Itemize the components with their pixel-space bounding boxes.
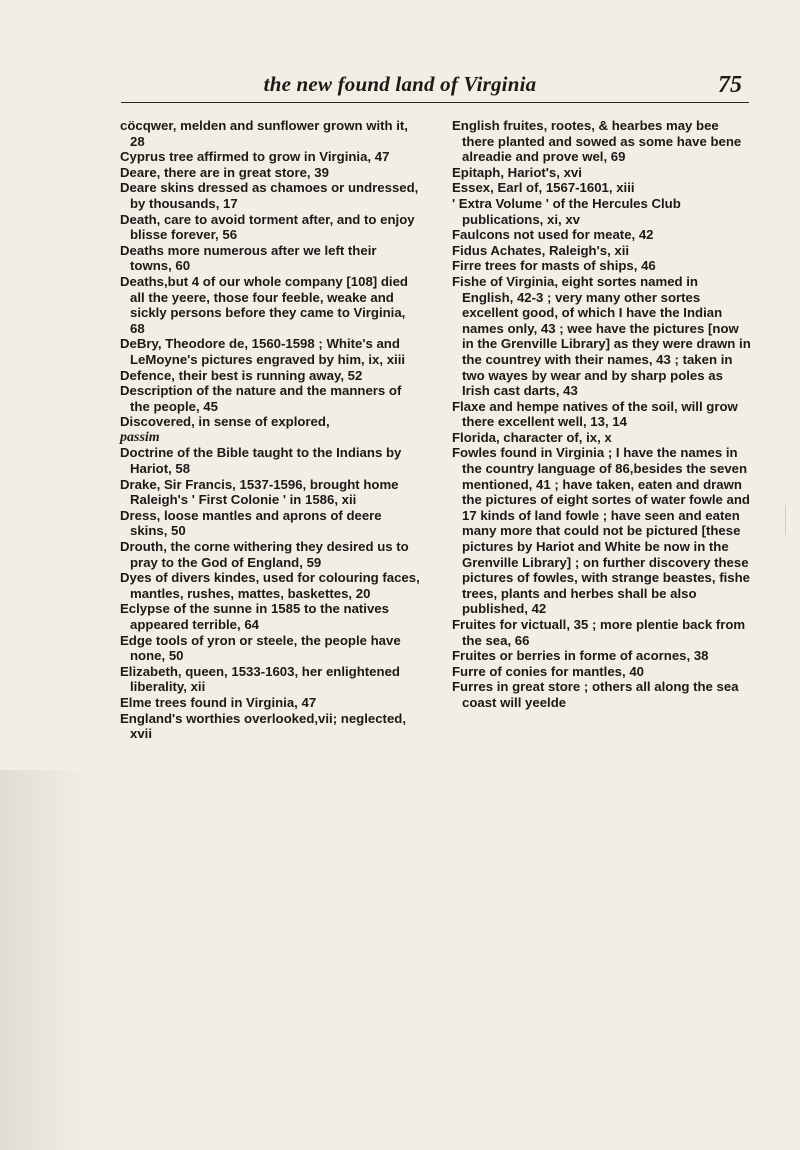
index-entry: English fruites, rootes, & hearbes may bee there planted and sowed as some have bene alreadie and prove wel, 69 bbox=[452, 118, 742, 165]
index-entry: Furres in great store ; others all along the sea coast will yeelde bbox=[452, 679, 739, 710]
index-entry: Description of the nature and the manners of the people, 45 bbox=[120, 383, 402, 414]
index-entry: Edge tools of yron or steele, the people have none, 50 bbox=[120, 632, 401, 664]
index-entry: Fruites or berries in forme of acornes, 38 bbox=[452, 648, 709, 664]
index-entry: Fruites for victuall, 35 ; more plentie back from the sea, 66 bbox=[452, 617, 746, 648]
index-entry: Flaxe and hempe natives of the soil, will grow there excellent well, 13, 14 bbox=[452, 398, 738, 430]
page-number: 75 bbox=[718, 72, 742, 98]
index-entry: Fidus Achates, Raleigh's, xii bbox=[452, 242, 630, 258]
index-entry: Discovered, in sense of explored, bbox=[120, 414, 330, 430]
index-entry: Firre trees for masts of ships, 46 bbox=[452, 258, 656, 274]
page-stain bbox=[0, 770, 90, 1150]
index-entry: cöcqwer, melden and sunflower grown with it, 28 bbox=[120, 118, 408, 149]
index-entry: Deaths,but 4 of our whole company [108] died all the yeere, those four feeble, weake and sickly persons before they came to Virginia, 68 bbox=[120, 273, 408, 336]
index-entry: Essex, Earl of, 1567-1601, xiii bbox=[452, 180, 635, 196]
index-entry: Furre of conies for mantles, 40 bbox=[452, 663, 645, 679]
running-head: the new found land of Virginia bbox=[263, 72, 537, 96]
index-entry: Death, care to avoid torment after, and to enjoy blisse forever, 56 bbox=[120, 211, 415, 243]
index-entry: Fowles found in Virginia ; I have the names in the country language of 86,besides the seven mentioned, 41 ; have taken, eaten and drawn the pictures of eight sortes of water fowle and 17 kinds of land fowle ; have seen and eaten many more that could not be pictured [these pictures by Hariot and White be now in the Grenville Library] ; on further discovery these pictures of fowles, with strange beastes, fishe trees, plants and herbes shall be also published, 42 bbox=[452, 445, 751, 617]
index-entry: Doctrine of the Bible taught to the Indians by Hariot, 58 bbox=[120, 445, 402, 477]
index-entry: Cyprus tree affirmed to grow in Virginia, 47 bbox=[120, 149, 390, 165]
index-entry: Deare, there are in great store, 39 bbox=[120, 164, 329, 180]
index-entry: DeBry, Theodore de, 1560-1598 ; White's and LeMoyne's pictures engraved by him, ix, xiii bbox=[120, 336, 406, 367]
index-entry: Deaths more numerous after we left their towns, 60 bbox=[120, 242, 377, 274]
index-entry: Elizabeth, queen, 1533-1603, her enlightened liberality, xii bbox=[120, 663, 400, 695]
index-entry: Drake, Sir Francis, 1537-1596, brought home Raleigh's ' First Colonie ' in 1586, xii bbox=[120, 476, 399, 508]
index-entry: Dyes of divers kindes, used for colouring faces, mantles, rushes, mattes, baskettes, 20 bbox=[120, 570, 420, 601]
index-entry: Fishe of Virginia, eight sortes named in English, 42-3 ; very many other sortes excellent good, of which I have the Indian names only, 43 ; wee have the pictures [now in the Grenville Library] as they were drawn in the countrey with their names, 43 ; taken in two wayes by wear and by sharp poles as Irish cast darts, 43 bbox=[452, 273, 751, 399]
index-entry: Defence, their best is running away, 52 bbox=[120, 367, 363, 383]
index-entry: England's worthies overlooked,vii; neglected, xvii bbox=[120, 710, 406, 742]
index-entry: ' Extra Volume ' of the Hercules Club publications, xi, xv bbox=[452, 195, 681, 227]
index-column-left bbox=[120, 118, 420, 742]
index-column-right bbox=[452, 118, 752, 711]
index-entry: Epitaph, Hariot's, xvi bbox=[452, 164, 582, 180]
index-entry: Drouth, the corne withering they desired us to pray to the God of England, 59 bbox=[120, 539, 409, 570]
index-entry: Eclypse of the sunne in 1585 to the natives appeared terrible, 64 bbox=[120, 601, 389, 632]
index-entry: Dress, loose mantles and aprons of deere skins, 50 bbox=[120, 507, 382, 539]
index-entry-passim: passim bbox=[120, 429, 160, 445]
header-rule bbox=[121, 102, 749, 103]
index-entry: Faulcons not used for meate, 42 bbox=[452, 227, 654, 243]
index-entry: Elme trees found in Virginia, 47 bbox=[120, 694, 317, 710]
margin-mark bbox=[785, 505, 796, 535]
index-entry: Deare skins dressed as chamoes or undressed, by thousands, 17 bbox=[120, 180, 419, 211]
index-entry: Florida, character of, ix, x bbox=[452, 429, 612, 445]
